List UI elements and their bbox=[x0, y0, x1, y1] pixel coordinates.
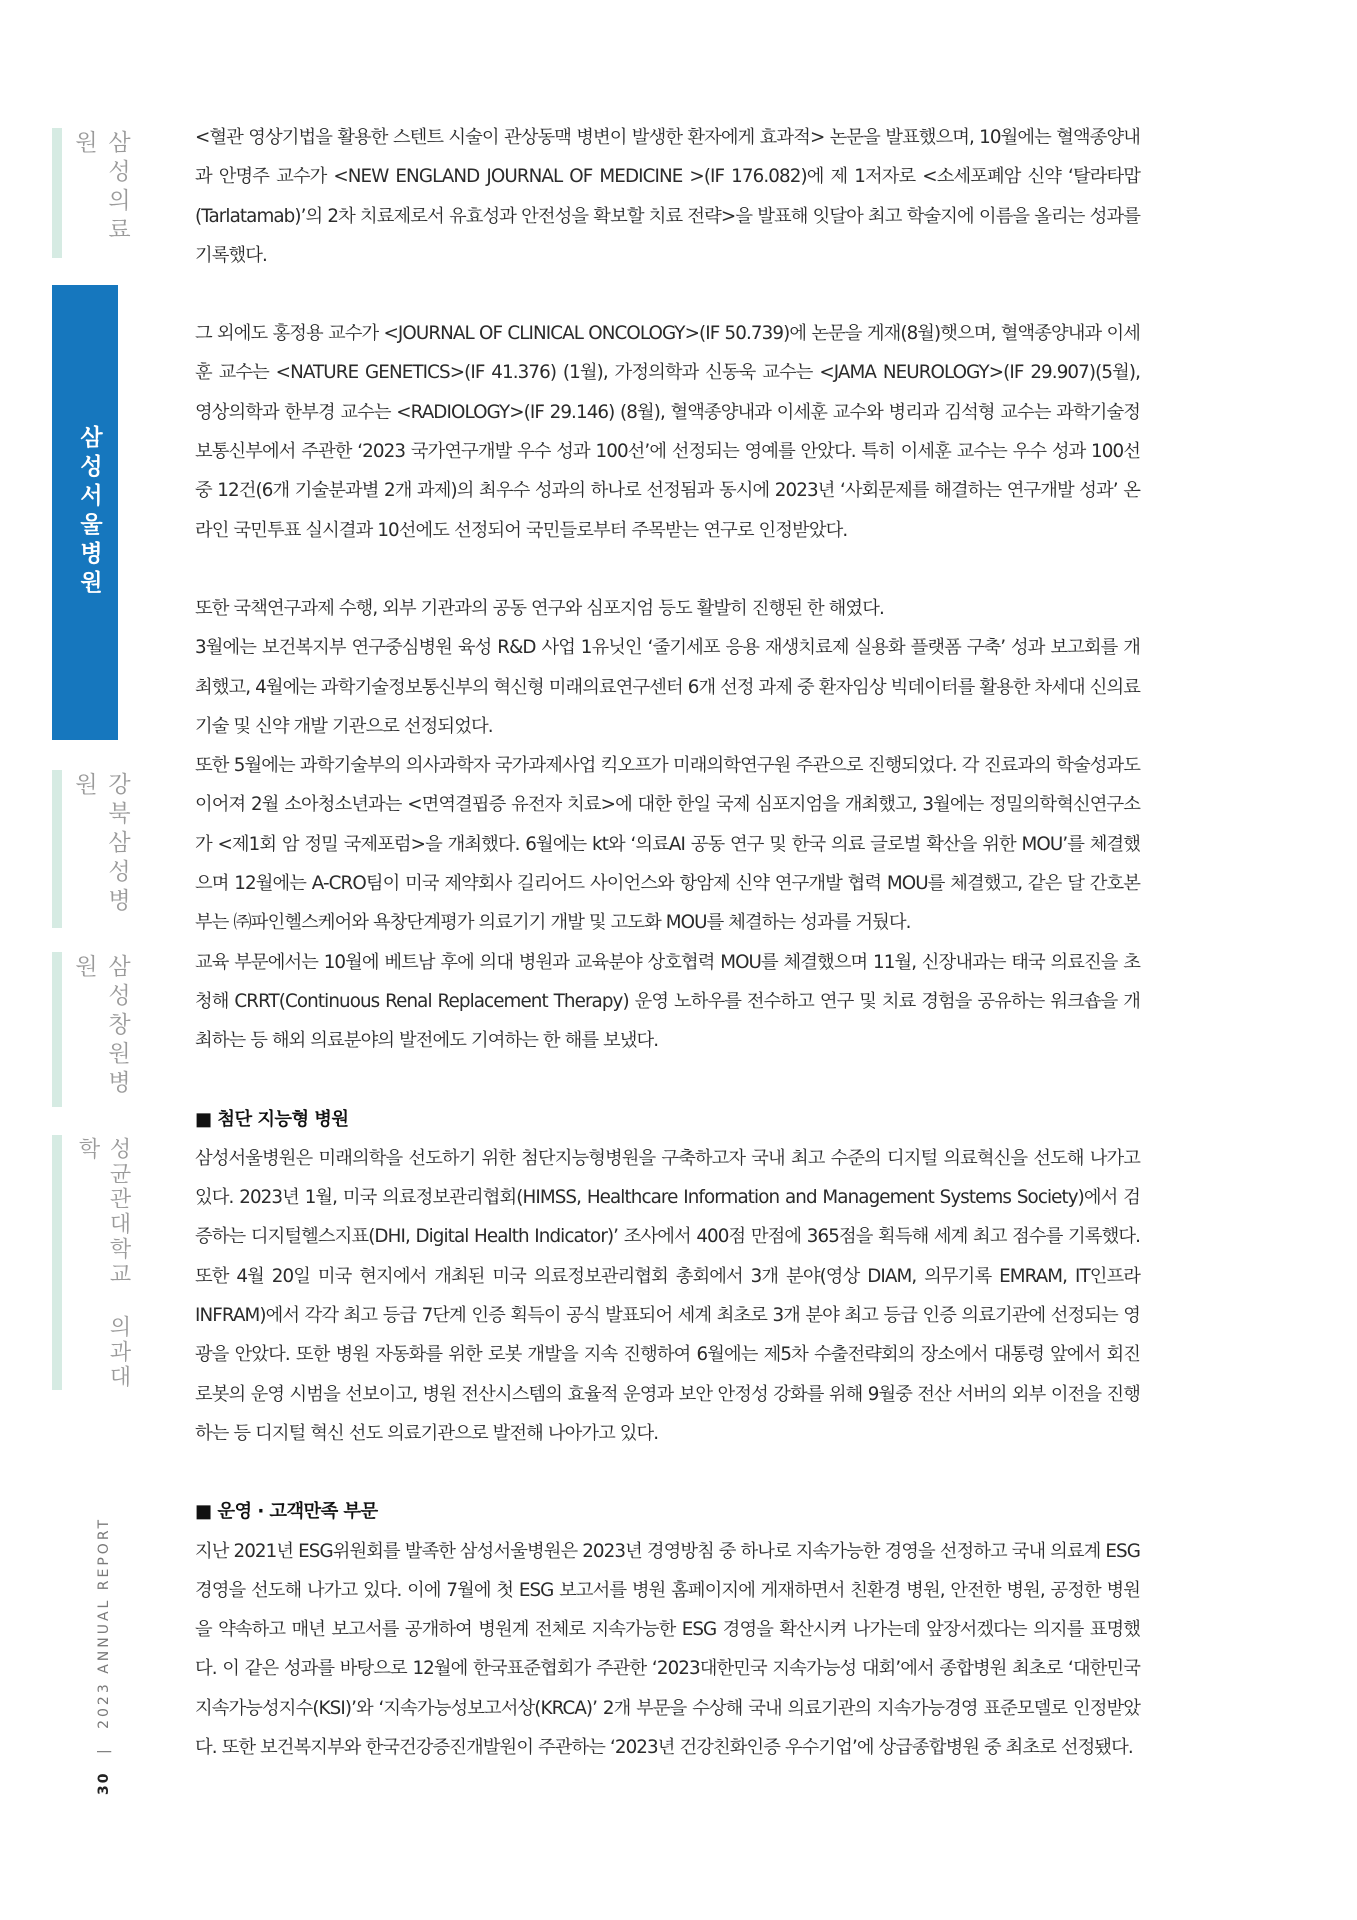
sidebar-tab-marker bbox=[52, 128, 62, 258]
sidebar-tab-samsung-medical-center[interactable] bbox=[52, 128, 148, 258]
sidebar-tab-marker bbox=[52, 770, 62, 928]
sidebar-tab-marker bbox=[52, 952, 62, 1107]
sidebar-tab-label: 삼성의료원 bbox=[71, 130, 130, 246]
sidebar-tab-samsung-changwon-hospital[interactable] bbox=[52, 952, 148, 1107]
sidebar-tab-label: 강북삼성병원 bbox=[71, 772, 130, 917]
page-number: 30 bbox=[96, 1771, 112, 1795]
sidebar-tab-label: 삼성서울병원 bbox=[76, 425, 102, 599]
body-paragraph: 지난 2021년 ESG위원회를 발족한 삼성서울병원은 2023년 경영방침 중 하나로 지속가능한 경영을 선정하고 국내 의료계 ESG 경영을 선도해 나가고 있다. 이에 7월에 첫 ESG 보고서를 병원 홈페이지에 게재하면서 친환경 병원, 안전한 병원, 공정한 병원을 약속하고 매년 보고서를 공개하여 병원계 전체로 지속가능한 ESG 경영을 확산시켜 나가는데 앞장서겠다는 의지를 표명했다. 이 같은 성과를 바탕으로 12월에 한국표준협회가 주관한 ‘2023대한민국 지속가능성 대회’에서 종합병원 최초로 ‘대한민국 지속가능성지수(KSI)’와 ‘지속가능성보고서상(KRCA)’ 2개 부문을 수상해 국내 의료기관의 지속가능경영 표준모델로 인정받았다. 또한 보건복지부와 한국건강증진개발원이 주관하는 ‘2023년 건강친화인증 우수기업’에 상급종합병원 중 최초로 선정됐다. bbox=[195, 1540, 1140, 1758]
sidebar-tab-skku-medicine[interactable] bbox=[52, 1135, 148, 1390]
footer-separator: | bbox=[96, 1746, 112, 1755]
page-footer bbox=[96, 1516, 120, 1795]
body-paragraph: 3월에는 보건복지부 연구중심병원 육성 R&D 사업 1유닛인 ‘줄기세포 응용 재생치료제 실용화 플랫폼 구축’ 성과 보고회를 개최했고, 4월에는 과학기술정보통신부의 혁신형 미래의료연구센터 6개 선정 과제 중 환자임상 빅데이터를 활용한 차세대 신의료기술 및 신약 개발 기관으로 선정되었다. bbox=[195, 637, 1140, 737]
sidebar-tab-kangbuk-samsung-hospital[interactable] bbox=[52, 770, 148, 928]
report-title: 2023 ANNUAL REPORT bbox=[96, 1516, 112, 1729]
body-paragraph: 또한 국책연구과제 수행, 외부 기관과의 공동 연구와 심포지엄 등도 활발히 진행된 한 해였다. bbox=[195, 597, 884, 619]
section-heading-smart-hospital: ■ 첨단 지능형 병원 bbox=[195, 1108, 349, 1130]
body-paragraph: 삼성서울병원은 미래의학을 선도하기 위한 첨단지능형병원을 구축하고자 국내 최고 수준의 디지털 의료혁신을 선도해 나가고 있다. 2023년 1월, 미국 의료정보관리협회(HIMSS, Healthcare Information and Management Systems Society)에서 검증하는 디지털헬스지표(DHI, Digital Health Indicator)’ 조사에서 400점 만점에 365점을 획득해 세계 최고 점수를 기록했다. 또한 4월 20일 미국 현지에서 개최된 미국 의료정보관리협회 총회에서 3개 분야(영상 DIAM, 의무기록 EMRAM, IT인프라 INFRAM)에서 각각 최고 등급 7단계 인증 획득이 공식 발표되어 세계 최초로 3개 분야 최고 등급 인증 의료기관에 선정되는 영광을 안았다. 또한 병원 자동화를 위한 로봇 개발을 지속 진행하여 6월에는 제5차 수출전략회의 장소에서 대통령 앞에서 회진 로봇의 운영 시범을 선보이고, 병원 전산시스템의 효율적 운영과 보안 안정성 강화를 위해 9월중 전산 서버의 외부 이전을 진행하는 등 디지털 혁신 선도 의료기관으로 발전해 나아가고 있다. bbox=[195, 1147, 1140, 1444]
sidebar-tab-marker bbox=[52, 1135, 62, 1390]
sidebar-tab-label: 삼성창원병원 bbox=[71, 954, 130, 1099]
body-paragraph: 그 외에도 홍정용 교수가 <JOURNAL OF CLINICAL ONCOLOGY>(IF 50.739)에 논문을 게재(8월)햇으며, 혈액종양내과 이세훈 교수는 <NATURE GENETICS>(IF 41.376) (1월), 가정의학과 신동욱 교수는 <JAMA NEUROLOGY>(IF 29.907)(5월), 영상의학과 한부경 교수는 <RADIOLOGY>(IF 29.146) (8월), 혈액종양내과 이세훈 교수와 병리과 김석형 교수는 과학기술정보통신부에서 주관한 ‘2023 국가연구개발 우수 성과 100선’에 선정되는 영예를 안았다. 특히 이세훈 교수는 우수 성과 100선 중 12건(6개 기술분과별 2개 과제)의 최우수 성과의 하나로 선정됨과 동시에 2023년 ‘사회문제를 해결하는 연구개발 성과’ 온라인 국민투표 실시결과 10선에도 선정되어 국민들로부터 주목받는 연구로 인정받았다. bbox=[195, 323, 1140, 541]
sidebar-tab-label: 성균관대학교 의과대학 bbox=[75, 1137, 131, 1390]
body-paragraph: 교육 부문에서는 10월에 베트남 후에 의대 병원과 교육분야 상호협력 MOU를 체결했으며 11월, 신장내과는 태국 의료진을 초청해 CRRT(Continuous Renal Replacement Therapy) 운영 노하우를 전수하고 연구 및 치료 경험을 공유하는 워크숍을 개최하는 등 해외 의료분야의 발전에도 기여하는 한 해를 보냈다. bbox=[195, 951, 1140, 1052]
section-heading-operations: ■ 운영 · 고객만족 부문 bbox=[195, 1501, 378, 1523]
body-paragraph: <혈관 영상기법을 활용한 스텐트 시술이 관상동맥 병변이 발생한 환자에게 효과적> 논문을 발표했으며, 10월에는 혈액종양내과 안명주 교수가 <NEW ENGLAND JOURNAL OF MEDICINE >(IF 176.082)에 제 1저자로 <소세포폐암 신약 ‘탈라타맙(Tarlatamab)’의 2차 치료제로서 유효성과 안전성을 확보할 치료 전략>을 발표해 잇달아 최고 학술지에 이름을 올리는 성과를 기록했다. bbox=[195, 127, 1140, 266]
body-paragraph: 또한 5월에는 과학기술부의 의사과학자 국가과제사업 킥오프가 미래의학연구원 주관으로 진행되었다. 각 진료과의 학술성과도 이어져 2월 소아청소년과는 <면역결핍증 유전자 치료>에 대한 한일 국제 심포지엄을 개최했고, 3월에는 정밀의학혁신연구소가 <제1회 암 정밀 국제포럼>을 개최했다. 6월에는 kt와 ‘의료AI 공동 연구 및 한국 의료 글로벌 확산을 위한 MOU’를 체결했으며 12월에는 A-CRO팀이 미국 제약회사 길리어드 사이언스와 항암제 신약 연구개발 협력 MOU를 체결했고, 같은 달 간호본부는 ㈜파인헬스케어와 욕창단계평가 의료기기 개발 및 고도화 MOU를 체결하는 성과를 거뒀다. bbox=[195, 755, 1140, 934]
sidebar-tab-samsung-seoul-hospital[interactable] bbox=[52, 285, 118, 740]
main-content bbox=[195, 118, 1140, 1767]
